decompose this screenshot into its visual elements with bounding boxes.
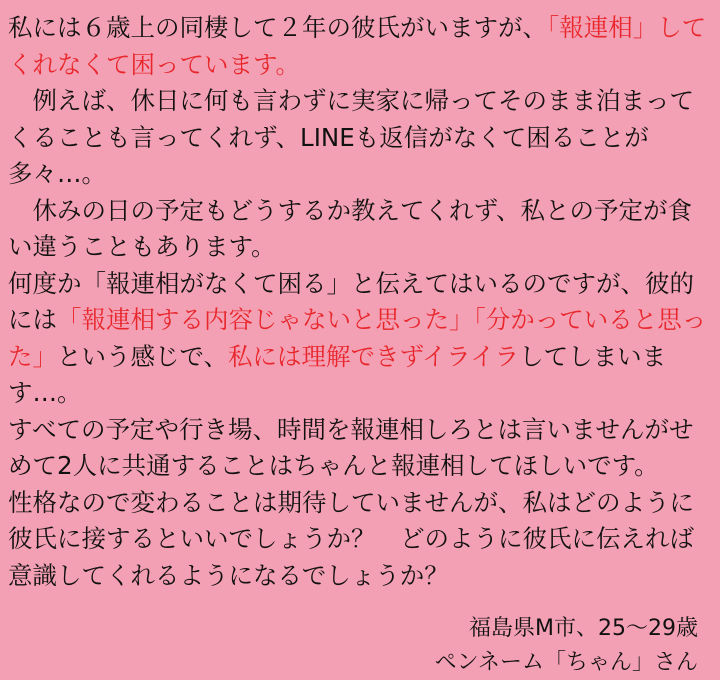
paragraph-4-run-1: 何度か「報連相がなくて困る」と伝えてはいるのですが、彼的には (8, 268, 694, 334)
paragraph-5 (8, 412, 712, 485)
signature-block (8, 612, 712, 680)
paragraph-4-run-3: という感じで、 (57, 341, 229, 371)
paragraph-1-run-1: 私には６歳上の同棲して２年の彼氏がいますが、 (8, 13, 547, 42)
paragraph-4-run-4-highlight: 私には理解できずイライラ (228, 341, 520, 371)
paragraph-4-run-2-highlight: 「報連相する内容じゃないと思った」「分かっていると思った」 (8, 305, 707, 371)
paragraph-1-run-2-highlight: 「報連相」してくれなくて困っています。 (8, 13, 707, 79)
signature-pen-name: ペンネーム「ちゃん」さん (434, 650, 698, 675)
paragraph-2 (8, 83, 712, 193)
paragraph-6-run-1: 性格なので変わることは期待していませんが、私はどのように彼氏に接するといいでしょうか？ どのように彼氏に伝えれば意識してくれるようになるでしょうか？ (8, 487, 694, 590)
paragraph-5-run-1: すべての予定や行き場、時間を報連相しろとは言いませんがせめて2人に共通することはちゃんと報連相してほしいです。 (8, 414, 694, 480)
paragraph-3-run-1: 休みの日の予定もどうするか教えてくれず、私との予定が食い違うこともあります。 (8, 195, 693, 261)
paragraph-1 (8, 10, 712, 83)
paragraph-3 (8, 193, 712, 266)
paragraph-4 (8, 266, 712, 412)
signature-location-age: 福島県M市、25〜29歳 (469, 616, 698, 641)
paragraph-6 (8, 485, 712, 595)
letter-body (8, 10, 712, 594)
paragraph-2-run-1: 例えば、休日に何も言わずに実家に帰ってそのまま泊まってくることも言ってくれず、LINEも返信がなくて困ることが多々…。 (8, 86, 694, 188)
paragraph-4-run-5: してしまいます…。 (8, 341, 667, 407)
